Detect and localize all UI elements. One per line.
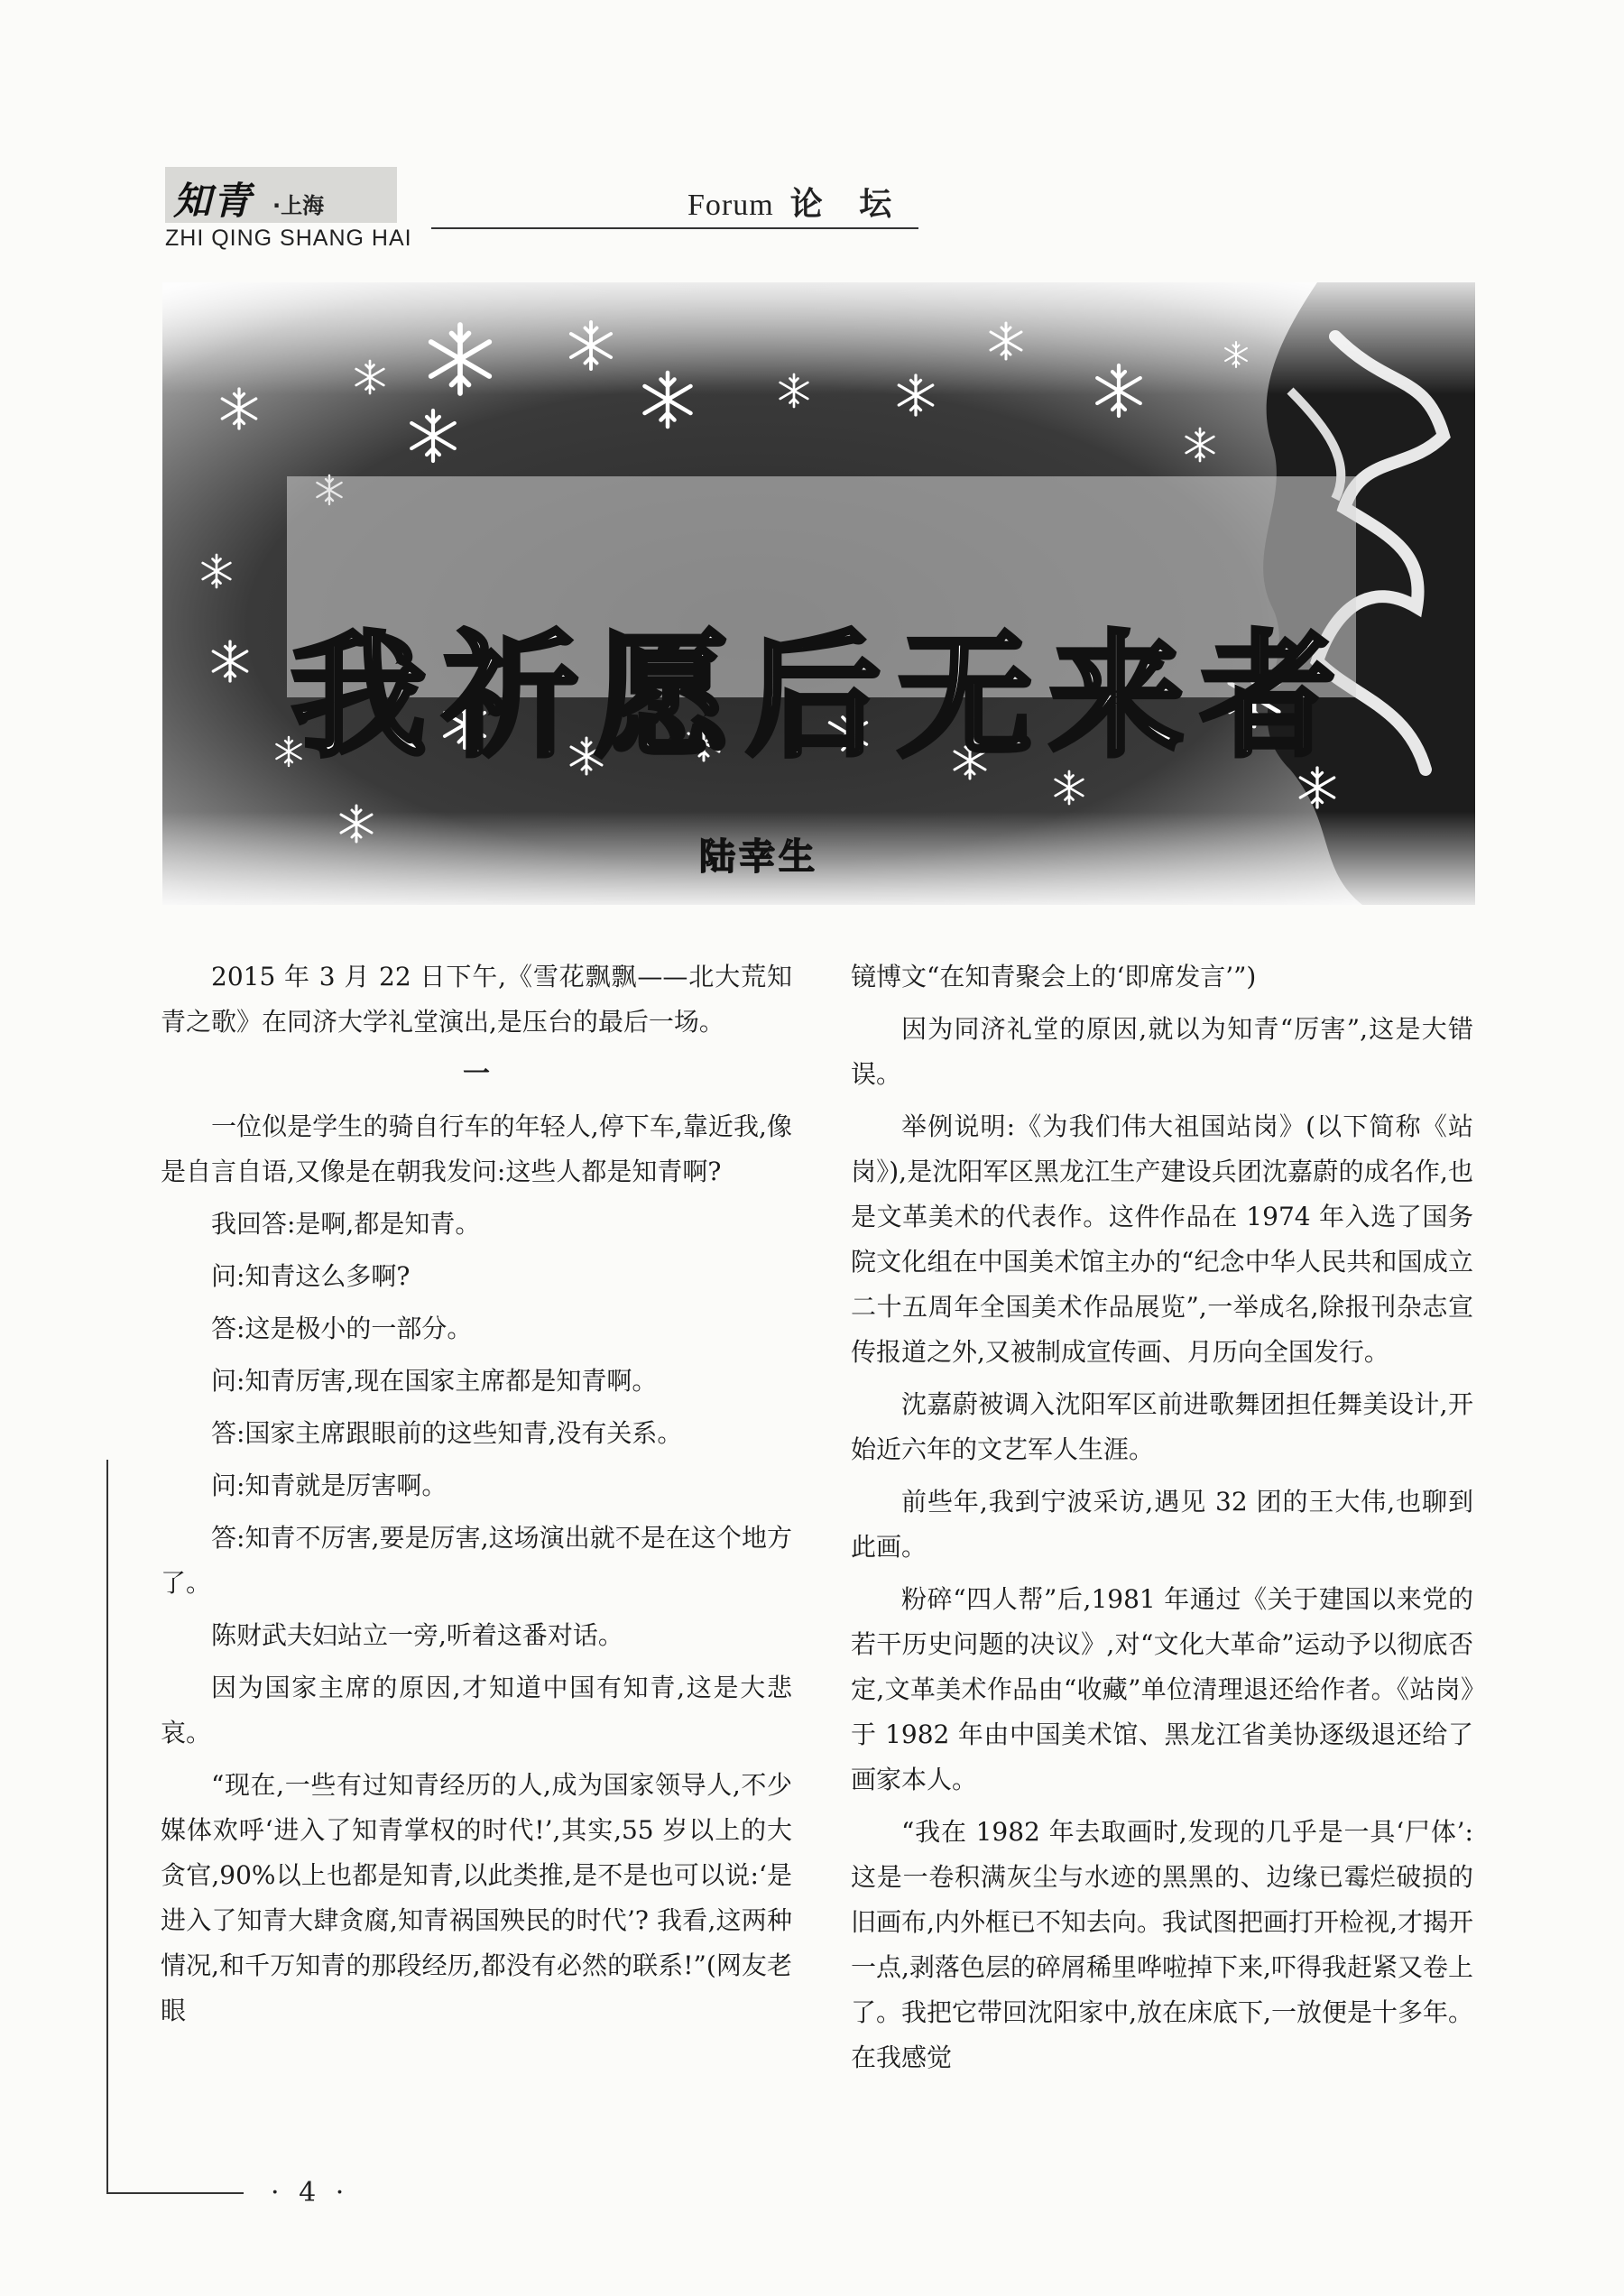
page-number: · 4 · <box>271 2177 350 2208</box>
magazine-name-pinyin: ZHI QING SHANG HAI <box>165 226 412 251</box>
body-paragraph: 问:知青这么多啊? <box>211 1261 411 1291</box>
magazine-logo-city: ·上海 <box>272 193 325 218</box>
left-column <box>161 954 792 2041</box>
article-author: 陆幸生 <box>699 836 818 878</box>
margin-rule <box>106 1460 108 2192</box>
body-paragraph: 沈嘉蔚被调入沈阳军区前进歌舞团担任舞美设计,开始近六年的文艺军人生涯。 <box>851 1389 1473 1464</box>
body-paragraph: 前些年,我到宁波采访,遇见 32 团的王大伟,也聊到此画。 <box>851 1487 1473 1562</box>
body-paragraph: 问:知青就是厉害啊。 <box>211 1471 448 1500</box>
body-paragraph: 答:这是极小的一部分。 <box>211 1314 473 1343</box>
body-paragraph: “我在 1982 年去取画时,发现的几乎是一具‘尸体’:这是一卷积满灰尘与水迹的黑黑的、边缘已霉烂破损的旧画布,内外框已不知去向。我试图把画打开检视,才揭开一点,剥落色层的碎屑稀里哗啦掉下来,吓得我赶紧又卷上了。我把它带回沈阳家中,放在床底下,一放便是十多年。在我感觉 <box>851 1817 1473 2072</box>
body-paragraph: “现在,一些有过知青经历的人,成为国家领导人,不少媒体欢呼‘进入了知青掌权的时代!’,其实,55 岁以上的大贪官,90%以上也都是知青,以此类推,是不是也可以说:‘是进入了知青大肆贪腐,知青祸国殃民的时代’? 我看,这两种情况,和千万知青的那段经历,都没有必然的联系!”(网友老眼 <box>161 1770 792 2025</box>
body-paragraph: 举例说明:《为我们伟大祖国站岗》(以下简称《站岗》),是沈阳军区黑龙江生产建设兵团沈嘉蔚的成名作,也是文革美术的代表作。这件作品在 1974 年入选了国务院文化组在中国美术馆主办的“纪念中华人民共和国成立二十五周年全国美术作品展览”,一举成名,除报刊杂志宣传报道之外,又被制成宣传画、月历向全国发行。 <box>851 1111 1473 1367</box>
right-column <box>851 954 1473 2088</box>
body-paragraph: 陈财武夫妇站立一旁,听着这番对话。 <box>211 1620 623 1650</box>
section-header <box>687 179 904 225</box>
section-name-en: Forum <box>687 189 774 222</box>
body-paragraph: 一位似是学生的骑自行车的年轻人,停下车,靠近我,像是自言自语,又像是在朝我发问:这些人都是知青啊? <box>161 1111 792 1186</box>
body-paragraph: 粉碎“四人帮”后,1981 年通过《关于建国以来党的若干历史问题的决议》,对“文化大革命”运动予以彻底否定,文革美术作品由“收藏”单位清理退还给作者。《站岗》于 1982 年由中国美术馆、黑龙江省美协逐级退还给了画家本人。 <box>851 1584 1473 1794</box>
intro-paragraph: 2015 年 3 月 22 日下午,《雪花飘飘——北大荒知青之歌》在同济大学礼堂演出,是压台的最后一场。 <box>161 962 792 1037</box>
header-rule <box>431 227 918 229</box>
section-number: 一 <box>463 1058 490 1090</box>
body-paragraph: 答:知青不厉害,要是厉害,这场演出就不是在这个地方了。 <box>161 1523 792 1598</box>
section-name-zh: 论 坛 <box>789 185 905 223</box>
footer-rule <box>106 2192 244 2194</box>
article-title: 我祈愿后无来者 <box>291 616 1352 776</box>
body-paragraph: 问:知青厉害,现在国家主席都是知青啊。 <box>211 1366 658 1396</box>
continuation-line: 镜博文“在知青聚会上的‘即席发言’”) <box>851 962 1257 991</box>
body-paragraph: 因为国家主席的原因,才知道中国有知青,这是大悲哀。 <box>161 1673 792 1747</box>
body-paragraph: 我回答:是啊,都是知青。 <box>211 1209 481 1239</box>
body-paragraph: 因为同济礼堂的原因,就以为知青“厉害”,这是大错误。 <box>851 1014 1473 1089</box>
magazine-logo: 知青 <box>173 179 254 223</box>
body-paragraph: 答:国家主席跟眼前的这些知青,没有关系。 <box>211 1418 683 1448</box>
